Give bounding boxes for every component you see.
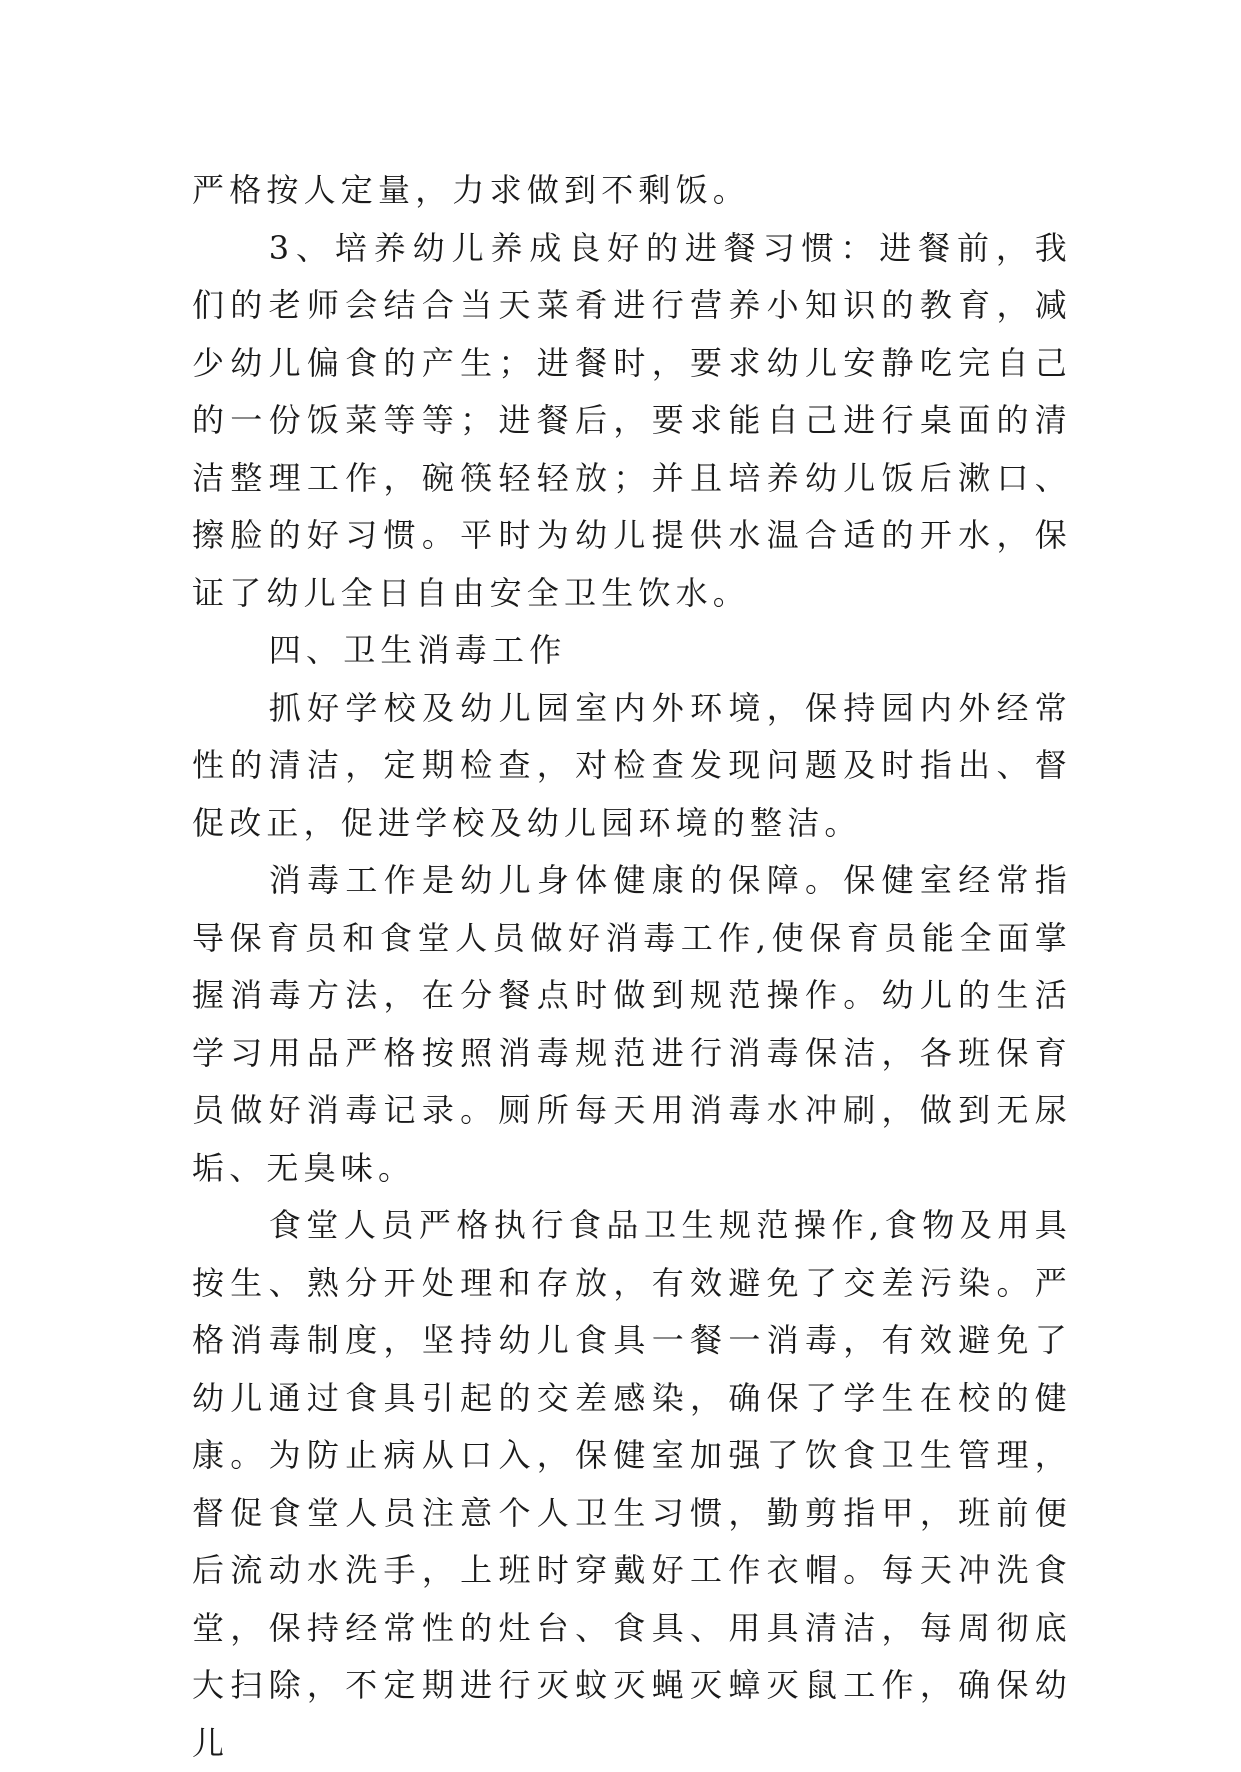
document-body bbox=[192, 162, 1072, 1772]
paragraph-disinfection: 消毒工作是幼儿身体健康的保障。保健室经常指导保育员和食堂人员做好消毒工作,使保育员能全面掌握消毒方法，在分餐点时做到规范操作。幼儿的生活学习用品严格按照消毒规范进行消毒保洁，各班保育员做好消毒记录。厕所每天用消毒水冲刷，做到无尿垢、无臭味。 bbox=[192, 861, 1072, 1187]
paragraph-canteen: 食堂人员严格执行食品卫生规范操作,食物及用具按生、熟分开处理和存放，有效避免了交差污染。严格消毒制度，坚持幼儿食具一餐一消毒，有效避免了幼儿通过食具引起的交差感染，确保了学生在校的健康。为防止病从口入，保健室加强了饮食卫生管理，督促食堂人员注意个人卫生习惯，勤剪指甲，班前便后流动水洗手，上班时穿戴好工作衣帽。每天冲洗食堂，保持经常性的灶台、食具、用具清洁，每周彻底大扫除，不定期进行灭蚊灭蝇灭蟑灭鼠工作，确保幼儿 bbox=[192, 1206, 1072, 1762]
paragraph-continuation: 严格按人定量，力求做到不剩饭。 bbox=[192, 171, 751, 209]
paragraph-eating-habits: 3、培养幼儿养成良好的进餐习惯：进餐前，我们的老师会结合当天菜肴进行营养小知识的教育，减少幼儿偏食的产生；进餐时，要求幼儿安静吃完自己的一份饭菜等等；进餐后，要求能自己进行桌面的清洁整理工作，碗筷轻轻放；并且培养幼儿饭后漱口、擦脸的好习惯。平时为幼儿提供水温合适的开水，保证了幼儿全日自由安全卫生饮水。 bbox=[192, 228, 1072, 612]
paragraph-environment: 抓好学校及幼儿园室内外环境，保持园内外经常性的清洁，定期检查，对检查发现问题及时指出、督促改正，促进学校及幼儿园环境的整洁。 bbox=[192, 688, 1072, 842]
section-heading-hygiene-disinfection: 四、卫生消毒工作 bbox=[268, 631, 567, 669]
